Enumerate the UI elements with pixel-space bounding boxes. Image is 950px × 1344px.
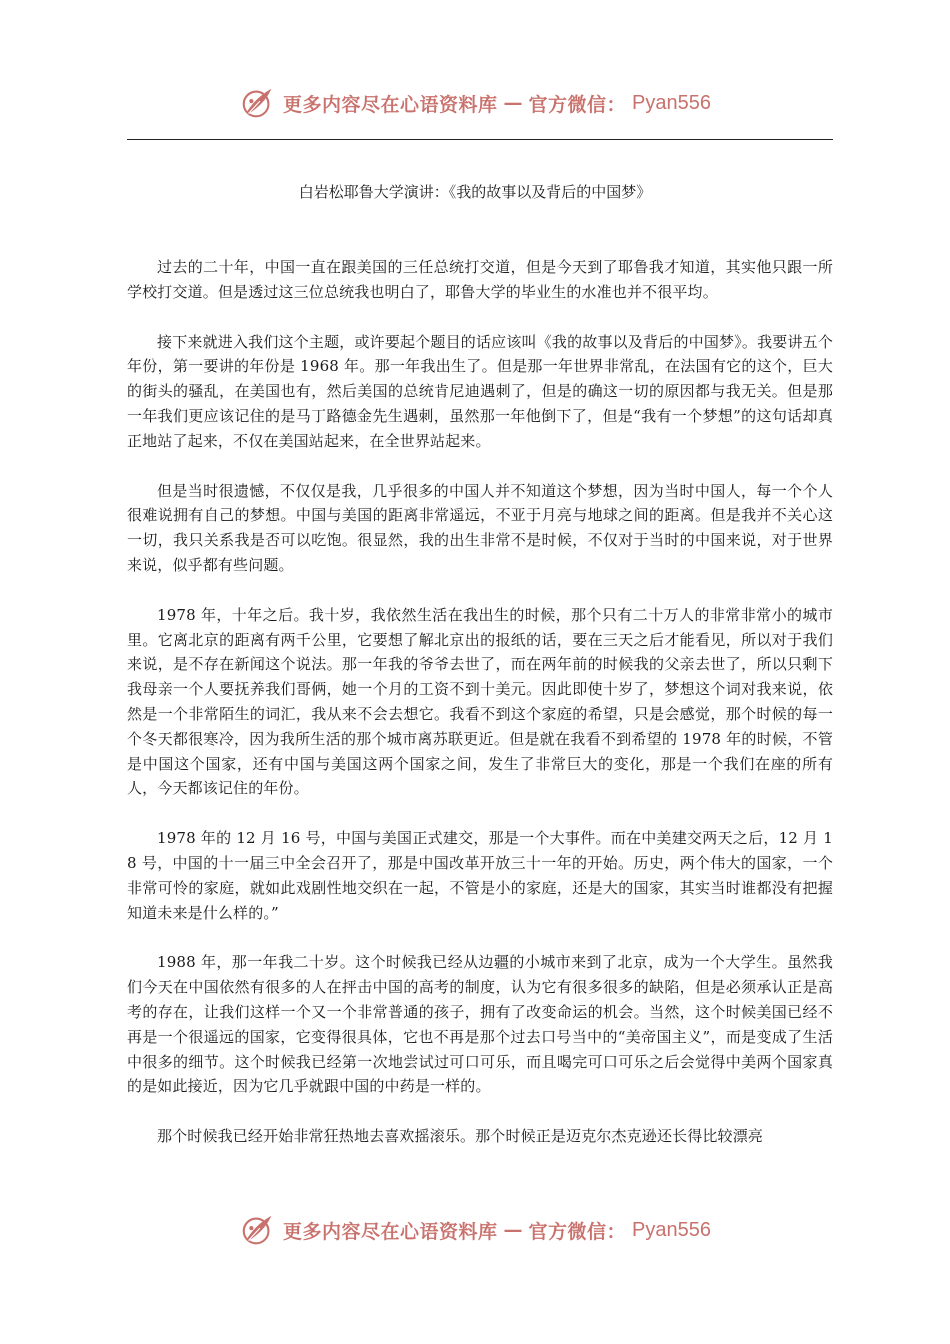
- wechat-label: 官方微信：: [528, 93, 627, 116]
- paragraph: 那个时候我已经开始非常狂热地去喜欢摇滚乐。那个时候正是迈克尔杰克逊还长得比较漂亮: [157, 1127, 764, 1146]
- brand-text: 更多内容尽在心语资料库: [283, 1220, 498, 1243]
- brand-text: 更多内容尽在心语资料库: [283, 93, 498, 116]
- paragraph: 1988 年，那一年我二十岁。这个时候我已经从边疆的小城市来到了北京，成为一个大学生。虽然我们今天在中国依然有很多的人在抨击中国的高考的制度，认为它有很多很多的缺陷，但是必须承认正是高考的存在，让我们这样一个又一个非常普通的孩子，拥有了改变命运的机会。当然，这个时候美国已经不再是一个很遥远的国家，它变得很具体，它也不再是那个过去口号当中的“美帝国主义”，而是变成了生活中很多的细节。这个时候我已经第一次地尝试过可口可乐，而且喝完可口可乐之后会觉得中美两个国家真的是如此接近，因为它几乎就跟中国的中药是一样的。: [127, 953, 833, 1096]
- document-body: [127, 255, 833, 1174]
- header-divider: [127, 139, 833, 140]
- quill-pen-logo-icon: [239, 84, 277, 122]
- paragraph: 过去的二十年，中国一直在跟美国的三任总统打交道，但是今天到了耶鲁我才知道，其实他只跟一所学校打交道。但是透过这三位总统我也明白了，耶鲁大学的毕业生的水准也并不很平均。: [127, 258, 833, 301]
- wechat-id: Pyan556: [632, 91, 711, 114]
- wechat-id: Pyan556: [632, 1218, 711, 1241]
- wechat-label: 官方微信：: [528, 1220, 627, 1243]
- paragraph: 1978 年，十年之后。我十岁，我依然生活在我出生的时候，那个只有二十万人的非常非常小的城市里。它离北京的距离有两千公里，它要想了解北京出的报纸的话，要在三天之后才能看见，所以对于我们来说，是不存在新闻这个说法。那一年我的爷爷去世了，而在两年前的时候我的父亲去世了，所以只剩下我母亲一个人要抚养我们哥俩，她一个月的工资不到十美元。因此即使十岁了，梦想这个词对我来说，依然是一个非常陌生的词汇，我从来不会去想它。我看不到这个家庭的希望，只是会感觉，那个时候的每一个冬天都很寒冷，因为我所生活的那个城市离苏联更近。但是就在我看不到希望的 1978 年的时候，不管是中国这个国家，还有中国与美国这两个国家之间，发生了非常巨大的变化，那是一个我们在座的所有人，今天都该记住的年份。: [127, 605, 833, 798]
- brand-separator: —: [503, 1219, 523, 1241]
- paragraph: 接下来就进入我们这个主题，或许要起个题目的话应该叫《我的故事以及背后的中国梦》。我要讲五个年份，第一要讲的年份是 1968 年。那一年我出生了。但是那一年世界非常乱，在法国有它的这个，巨大的街头的骚乱，在美国也有，然后美国的总统肯尼迪遇刺了，但是的确这一切的原因都与我无关。但是那一年我们更应该记住的是马丁路德金先生遇刺，虽然那一年他倒下了，但是“我有一个梦想”的这句话却真正地站了起来，不仅在美国站起来，在全世界站起来。: [127, 332, 833, 450]
- quill-pen-logo-icon: [239, 1211, 277, 1249]
- footer-banner: [0, 1208, 950, 1252]
- brand-separator: —: [503, 92, 523, 114]
- document-title: 白岩松耶鲁大学演讲：《我的故事以及背后的中国梦》: [298, 183, 652, 201]
- header-banner: [0, 81, 950, 125]
- paragraph: 但是当时很遗憾，不仅仅是我，几乎很多的中国人并不知道这个梦想，因为当时中国人，每一个个人很难说拥有自己的梦想。中国与美国的距离非常遥远，不亚于月亮与地球之间的距离。但是我并不关心这一切，我只关系我是否可以吃饱。很显然，我的出生非常不是时候，不仅对于当时的中国来说，对于世界来说，似乎都有些问题。: [127, 481, 833, 574]
- paragraph: 1978 年的 12 月 16 号，中国与美国正式建交，那是一个大事件。而在中美建交两天之后，12 月 18 号，中国的十一届三中全会召开了，那是中国改革开放三十一年的开始。历史，两个伟大的国家，一个非常可怜的家庭，就如此戏剧性地交织在一起，不管是小的家庭，还是大的国家，其实当时谁都没有把握知道未来是什么样的。”: [127, 829, 833, 922]
